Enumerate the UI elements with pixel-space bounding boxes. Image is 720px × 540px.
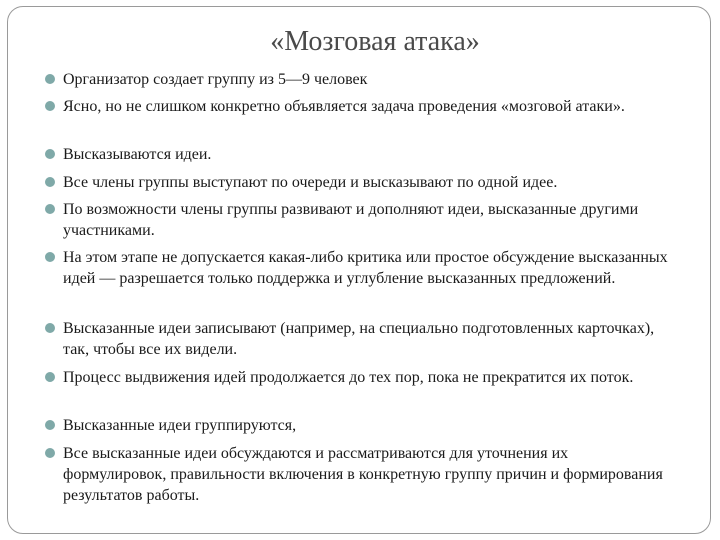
circle-bullet-icon xyxy=(44,447,56,459)
circle-bullet-icon xyxy=(44,203,56,215)
list-item-text: Все высказанные идеи обсуждаются и рассматриваются для уточнения их формулировок, правильности включения в конкретную группу причин и формирования результатов работы. xyxy=(63,445,663,504)
circle-bullet-icon xyxy=(44,371,56,383)
circle-bullet-icon xyxy=(44,419,56,431)
circle-bullet-icon xyxy=(44,148,56,160)
list-item-text: Все члены группы выступают по очереди и высказывают по одной идее. xyxy=(63,174,558,191)
list-item-text: Высказываются идеи. xyxy=(63,146,212,163)
list-item-text: Высказанные идеи записывают (например, на специально подготовленных карточках), так, чтобы все их видели. xyxy=(63,320,655,358)
list-item-text: По возможности члены группы развивают и дополняют идеи, высказанные другими участниками. xyxy=(63,201,639,239)
circle-bullet-icon xyxy=(44,322,56,334)
list-item-text: Ясно, но не слишком конкретно объявляется задача проведения «мозговой атаки». xyxy=(63,98,625,115)
circle-bullet-icon xyxy=(44,251,56,263)
circle-bullet-icon xyxy=(44,100,56,112)
list-item-text: Высказанные идеи группируются, xyxy=(63,417,297,434)
circle-bullet-icon xyxy=(44,176,56,188)
slide-title: «Мозговая атака» xyxy=(270,26,480,57)
list-item-text: На этом этапе не допускается какая-либо критика или простое обсуждение высказанных идей — разрешается только поддержка и углубление высказанных предложений. xyxy=(63,249,668,287)
list-item-text: Организатор создает группу из 5—9 человек xyxy=(63,71,368,88)
list-item-text: Процесс выдвижения идей продолжается до тех пор, пока не прекратится их поток. xyxy=(63,369,634,386)
circle-bullet-icon xyxy=(44,73,56,85)
